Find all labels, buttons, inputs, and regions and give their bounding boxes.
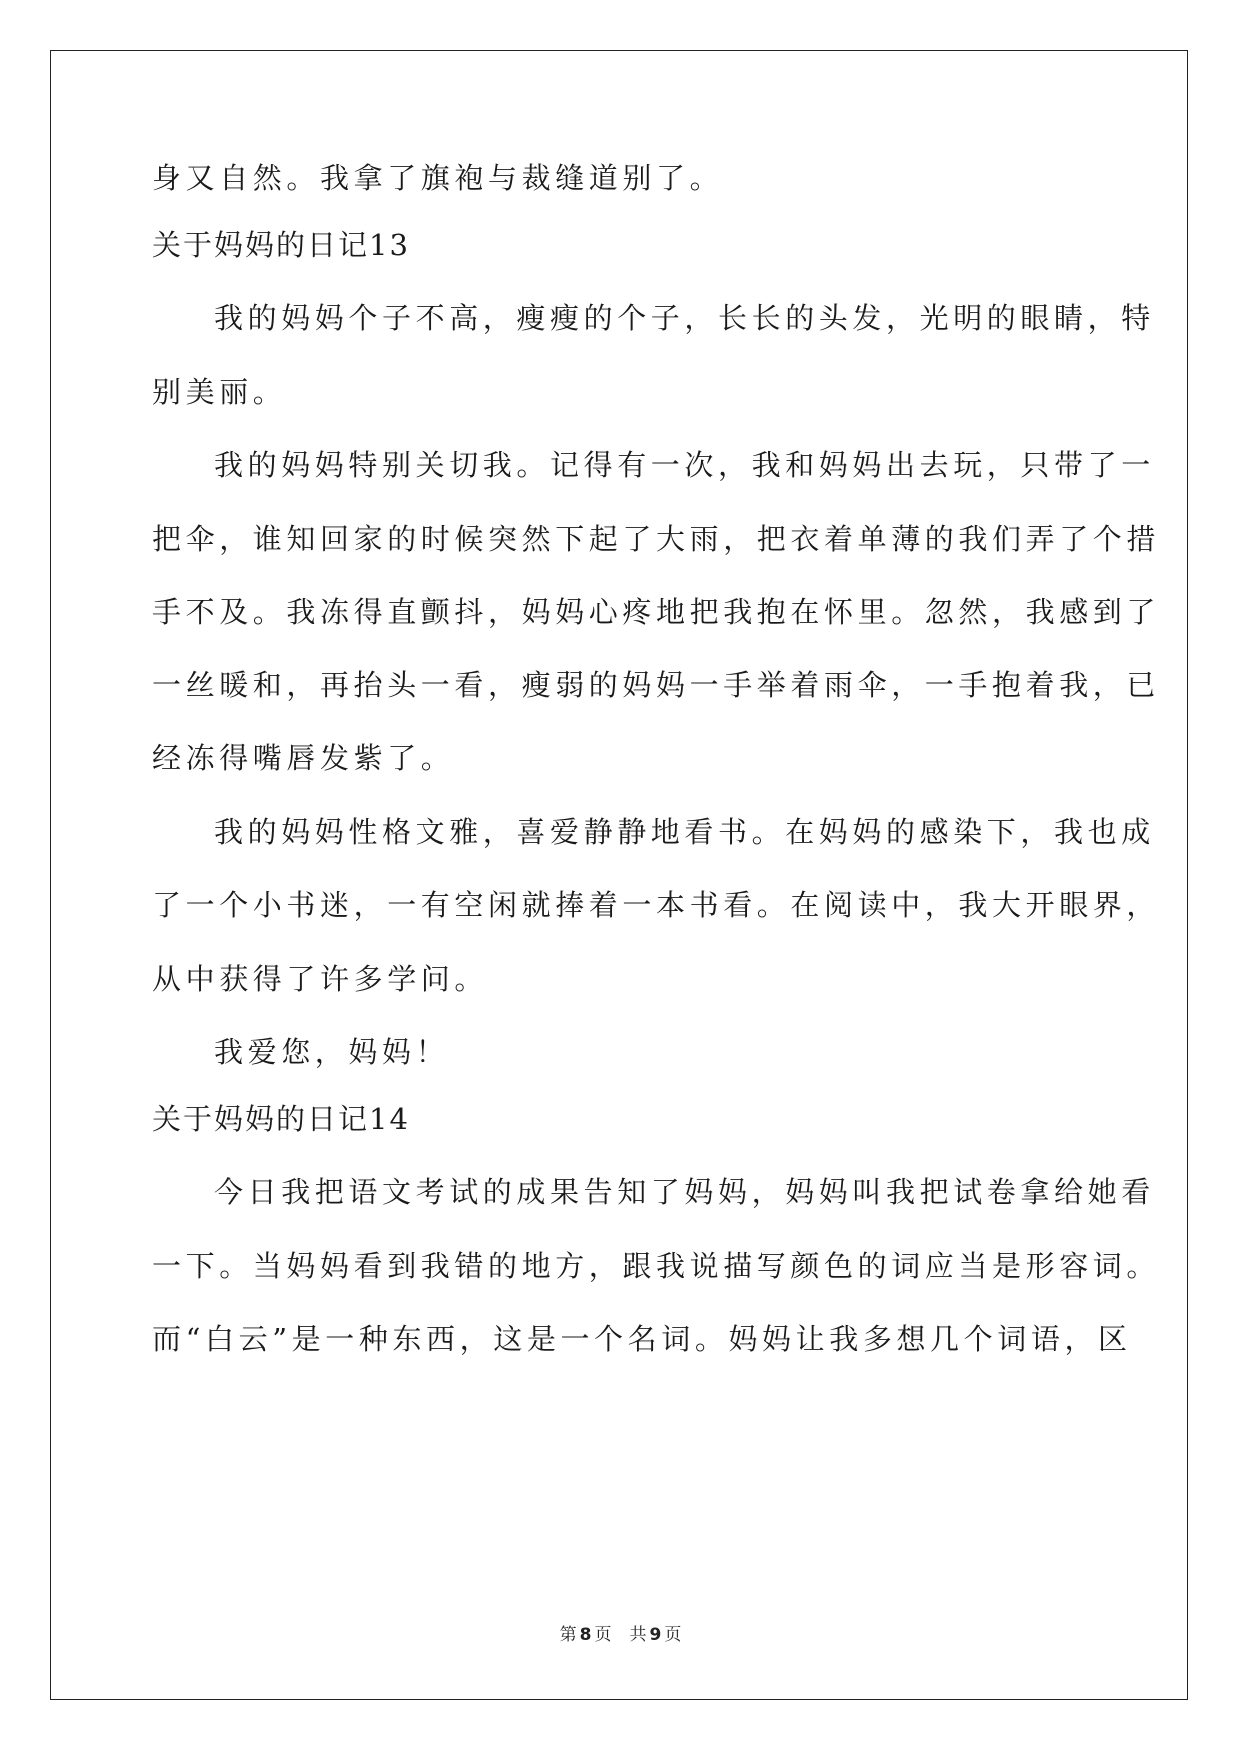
section-heading: 关于妈妈的日记14 <box>152 1102 410 1136</box>
paragraph-line: 了一个小书迷，一有空闲就捧着一本书看。在阅读中，我大开眼界， <box>152 888 1161 922</box>
paragraph-line: 把伞，谁知回家的时候突然下起了大雨，把衣着单薄的我们弄了个措 <box>152 522 1161 556</box>
paragraph-line: 手不及。我冻得直颤抖，妈妈心疼地把我抱在怀里。忽然，我感到了 <box>152 595 1161 629</box>
paragraph-line: 我的妈妈性格文雅，喜爱静静地看书。在妈妈的感染下，我也成 <box>214 815 1155 849</box>
total-suffix: 页 <box>664 1625 682 1645</box>
paragraph-line: 别美丽。 <box>152 375 287 409</box>
total-prefix: 共 <box>629 1625 647 1645</box>
paragraph-line: 身又自然。我拿了旗袍与裁缝道别了。 <box>152 161 724 195</box>
paragraph-line: 一丝暖和，再抬头一看，瘦弱的妈妈一手举着雨伞，一手抱着我，已 <box>152 668 1161 702</box>
paragraph-line: 我的妈妈个子不高，瘦瘦的个子，长长的头发，光明的眼睛，特 <box>214 301 1155 335</box>
page-prefix: 第 <box>559 1625 577 1645</box>
page-suffix: 页 <box>594 1625 612 1645</box>
page-current: 8 <box>579 1625 592 1645</box>
paragraph-line: 我的妈妈特别关切我。记得有一次，我和妈妈出去玩，只带了一 <box>214 448 1155 482</box>
section-heading: 关于妈妈的日记13 <box>152 228 410 262</box>
paragraph-line: 今日我把语文考试的成果告知了妈妈，妈妈叫我把试卷拿给她看 <box>214 1175 1155 1209</box>
paragraph-line: 而“白云”是一种东西，这是一个名词。妈妈让我多想几个词语，区 <box>152 1322 1132 1356</box>
paragraph-line: 从中获得了许多学问。 <box>152 962 489 996</box>
page-footer <box>0 1620 1241 1645</box>
paragraph-line: 经冻得嘴唇发紫了。 <box>152 741 455 775</box>
paragraph-line: 我爱您，妈妈！ <box>214 1035 450 1069</box>
paragraph-line: 一下。当妈妈看到我错的地方，跟我说描写颜色的词应当是形容词。 <box>152 1249 1161 1283</box>
page-total: 9 <box>649 1625 662 1645</box>
